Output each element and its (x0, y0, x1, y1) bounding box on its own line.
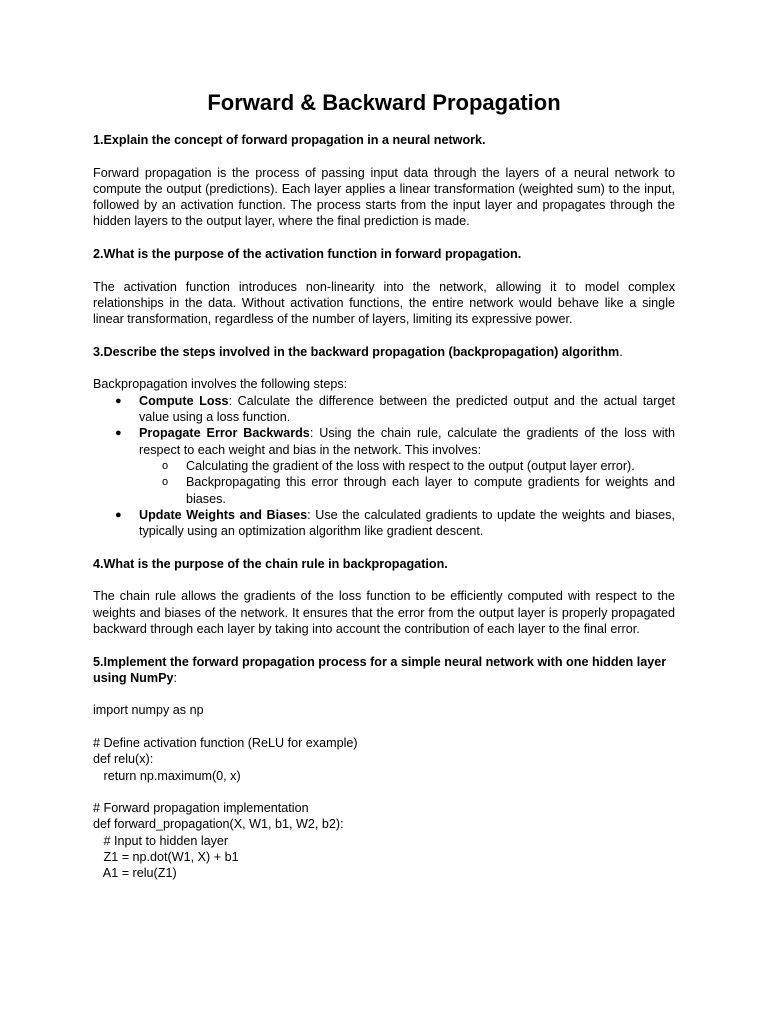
bullet-icon: ● (115, 394, 122, 407)
spacer (93, 572, 675, 588)
step-term: Propagate Error Backwards (139, 426, 310, 441)
spacer (93, 360, 675, 376)
question-1: 1.Explain the concept of forward propagation in a neural network. (93, 133, 486, 147)
spacer (93, 230, 675, 246)
code-line: # Define activation function (ReLU for example) (93, 735, 358, 750)
question-3-tail: . (619, 344, 623, 359)
spacer (93, 686, 675, 702)
answer-1: Forward propagation is the process of passing input data through the layers of a neural network to compute the output (predictions). Each layer applies a linear transformation (weighted sum) to the input, followed by an activation function. The process starts from the input layer and propagates through the hidden layers to the output layer, where the final prediction is made. (93, 165, 675, 229)
list-item (93, 425, 675, 506)
code-line: def relu(x): (93, 752, 154, 767)
question-4: 4.What is the purpose of the chain rule in backpropagation. (93, 556, 448, 571)
list-item (93, 507, 675, 540)
sub-step-text: Backpropagating this error through each layer to compute gradients for weights and biases. (186, 475, 675, 506)
question-5 (93, 654, 675, 687)
code-line: def forward_propagation(X, W1, b1, W2, b2): (93, 817, 344, 832)
step-term: Compute Loss (139, 393, 229, 408)
code-line: import numpy as np (93, 703, 204, 718)
list-item (93, 393, 675, 426)
spacer (93, 784, 675, 800)
code-line: # Input to hidden layer (93, 833, 229, 848)
spacer (93, 637, 675, 653)
question-5-tail: : (173, 670, 177, 685)
sub-step-text: Calculating the gradient of the loss with respect to the output (output layer error). (186, 458, 635, 473)
spacer (93, 539, 675, 555)
backprop-steps-list (93, 393, 675, 540)
question-2: 2.What is the purpose of the activation function in forward propagation. (93, 247, 522, 262)
page-title: Forward & Backward Propagation (207, 90, 561, 115)
circle-bullet-icon: o (162, 476, 169, 489)
spacer (93, 719, 675, 735)
sub-list-item (93, 458, 675, 474)
question-3-text: 3.Describe the steps involved in the backward propagation (backpropagation) algorithm (93, 344, 620, 359)
spacer (93, 328, 675, 344)
code-line: Z1 = np.dot(W1, X) + b1 (93, 850, 239, 865)
step-text: : Use the calculated gradients to update the weights and biases, typically using an optimization algorithm like gradient descent. (139, 507, 675, 539)
spacer (93, 148, 675, 164)
answer-4: The chain rule allows the gradients of the loss function to be efficiently computed with respect to the weights and biases of the network. It ensures that the error from the output layer is properly propagated backward through each layer by taking into account the contribution of each layer to the final error. (93, 589, 675, 636)
bullet-icon: ● (115, 427, 122, 440)
question-3 (93, 344, 675, 360)
spacer (93, 262, 675, 278)
bullet-icon: ● (115, 508, 122, 521)
answer-3-intro: Backpropagation involves the following steps: (93, 377, 348, 392)
sub-list-item (93, 474, 675, 507)
step-text: : Using the chain rule, calculate the gradients of the loss with respect to each weight and bias in the network. This involves: (139, 426, 675, 457)
circle-bullet-icon: o (162, 459, 169, 472)
document-body (93, 132, 675, 882)
code-line: A1 = relu(Z1) (93, 866, 177, 881)
step-text: : Calculate the difference between the predicted output and the actual target value using a loss function. (139, 393, 675, 425)
step-term: Update Weights and Biases (139, 507, 308, 522)
sub-steps-list (139, 458, 675, 507)
code-line: # Forward propagation implementation (93, 801, 309, 816)
code-line: return np.maximum(0, x) (93, 768, 241, 783)
answer-2: The activation function introduces non-linearity into the network, allowing it to model complex relationships in the data. Without activation functions, the entire network would behave like a single linear transformation, regardless of the number of layers, limiting its expressive power. (93, 279, 675, 327)
question-5-text: 5.Implement the forward propagation process for a simple neural network with one hidden layer using NumPy (93, 654, 667, 685)
